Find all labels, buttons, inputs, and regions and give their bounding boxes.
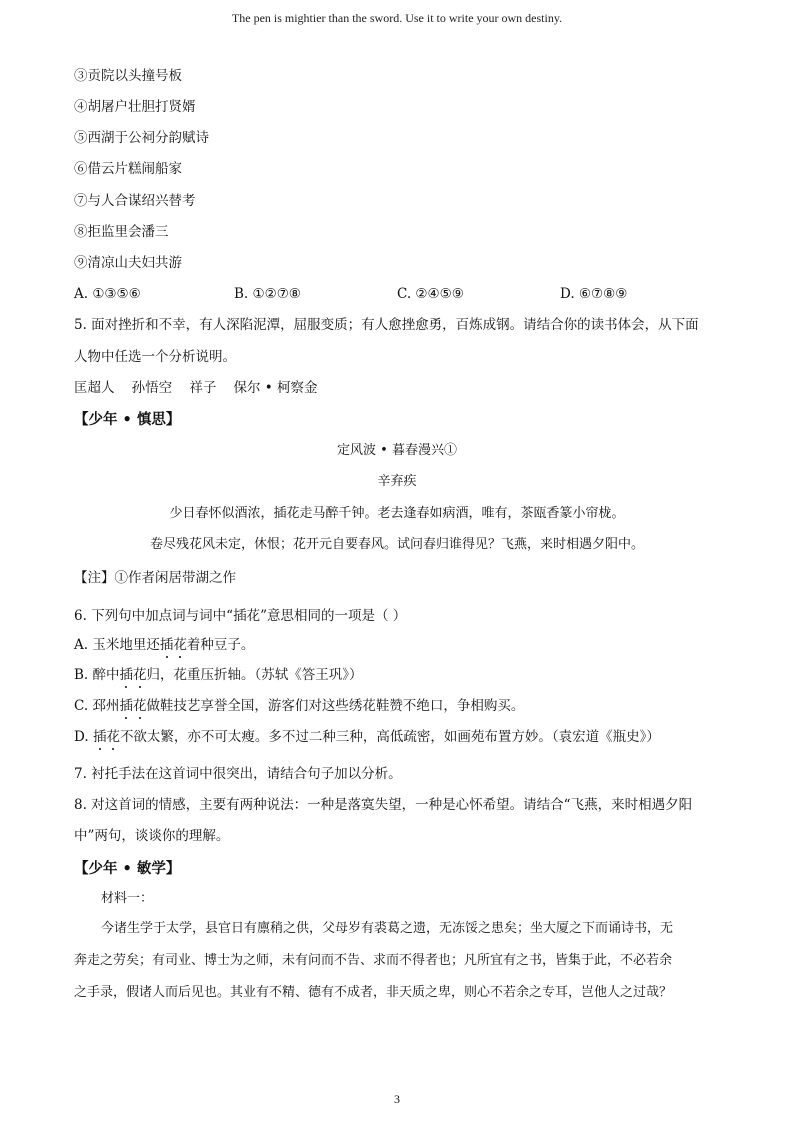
- question-5-line1: 5. 面对挫折和不幸，有人深陷泥潭，屈服变质；有人愈挫愈勇，百炼成钢。请结合你的读书体会，从下面: [74, 317, 699, 333]
- option-text: 做鞋技艺享誉全国，游客们对这些绣花鞋赞不绝口，争相购买。: [146, 698, 525, 714]
- list-item: ⑨清凉山夫妇共游: [74, 255, 182, 271]
- dotted-char: 花: [132, 698, 147, 714]
- list-item: ④胡屠户壮胆打贤婿: [74, 99, 196, 115]
- question-6-option-c: [74, 697, 524, 715]
- question-8-line1: 8. 对这首词的情感，主要有两种说法：一种是落寞失望，一种是心怀希望。请结合“飞燕，来时相遇夕阳: [74, 797, 693, 813]
- question-6-option-d: [74, 728, 660, 746]
- list-item: ⑥借云片糕闹船家: [74, 161, 182, 177]
- option-text: C. 邳州: [74, 698, 120, 714]
- question-6-option-b: [74, 666, 363, 684]
- question-8-line2: 中”两句，谈谈你的理解。: [74, 828, 230, 844]
- list-item: ⑤西湖于公祠分韵赋诗: [74, 130, 209, 146]
- material-line-3: 之手录，假诸人而后见也。其业有不精、德有不成者，非天质之卑，则心不若余之专耳，岂他人之过哉？: [74, 985, 673, 1000]
- poem-line-2: 卷尽残花风未定，休恨；花开元自要春风。试问春归谁得见？飞燕，来时相遇夕阳中。: [149, 537, 644, 552]
- option-a: A. ①③⑤⑥: [74, 286, 141, 302]
- question-7: 7. 衬托手法在这首词中很突出，请结合句子加以分析。: [74, 766, 402, 782]
- dotted-char: 插: [119, 667, 134, 683]
- poem-note: 【注】①作者闲居带湖之作: [74, 570, 236, 586]
- page-header: The pen is mightier than the sword. Use it to write your own destiny.: [231, 11, 563, 25]
- question-6-option-a: [74, 636, 254, 654]
- dotted-char: 花: [106, 729, 120, 745]
- page-number: 3: [394, 1092, 400, 1106]
- option-text: 不欲太繁，亦不可太瘦。多不过二种三种，高低疏密，如画苑布置方妙。（袁宏道《瓶史》）: [119, 729, 660, 745]
- section-heading-minxue: 【少年 • 敏学】: [74, 860, 181, 877]
- question-6-stem: 6. 下列句中加点词与词中“插花”意思相同的一项是（ ）: [74, 608, 407, 624]
- dotted-char: 插: [159, 637, 174, 653]
- option-d: D. ⑥⑦⑧⑨: [560, 286, 628, 302]
- list-item: ⑧拒监里会潘三: [74, 224, 169, 240]
- list-item: ⑦与人合谋绍兴替考: [74, 193, 196, 209]
- poem-title: 定风波 • 暮春漫兴①: [337, 443, 457, 458]
- list-item: ③贡院以头撞号板: [74, 68, 182, 84]
- question-5-people: 匡超人 孙悟空 祥子 保尔 • 柯察金: [74, 380, 318, 396]
- option-text: B. 醉中: [74, 667, 120, 683]
- option-text: 着种豆子。: [186, 637, 255, 653]
- option-text: 归，花重压折轴。（苏轼《答王巩》）: [146, 667, 363, 683]
- section-heading-shensi: 【少年 • 慎思】: [74, 411, 181, 428]
- option-text: A. 玉米地里还: [74, 637, 160, 653]
- question-5-line2: 人物中任选一个分析说明。: [74, 349, 236, 365]
- material-label: 材料一：: [101, 891, 154, 906]
- poem-line-1: 少日春怀似酒浓，插花走马醉千钟。老去逢春如病酒，唯有，茶瓯香篆小帘栊。: [169, 506, 625, 521]
- option-c: C. ②④⑤⑨: [397, 286, 464, 302]
- option-text: D.: [74, 729, 93, 745]
- option-b: B. ①②⑦⑧: [234, 286, 301, 302]
- poem-author: 辛弃疾: [377, 474, 417, 489]
- dotted-char: 花: [133, 667, 147, 683]
- dotted-char: 插: [119, 698, 133, 714]
- material-line-1: 今诸生学于太学，县官日有廪稍之供，父母岁有裘葛之遗，无冻馁之患矣；坐大厦之下而诵诗书，无: [101, 921, 674, 936]
- material-line-2: 奔走之劳矣；有司业、博士为之师，未有问而不告、求而不得者也；凡所宜有之书，皆集于此，不必若余: [74, 953, 673, 968]
- dotted-char: 插: [92, 729, 107, 745]
- dotted-char: 花: [173, 637, 187, 653]
